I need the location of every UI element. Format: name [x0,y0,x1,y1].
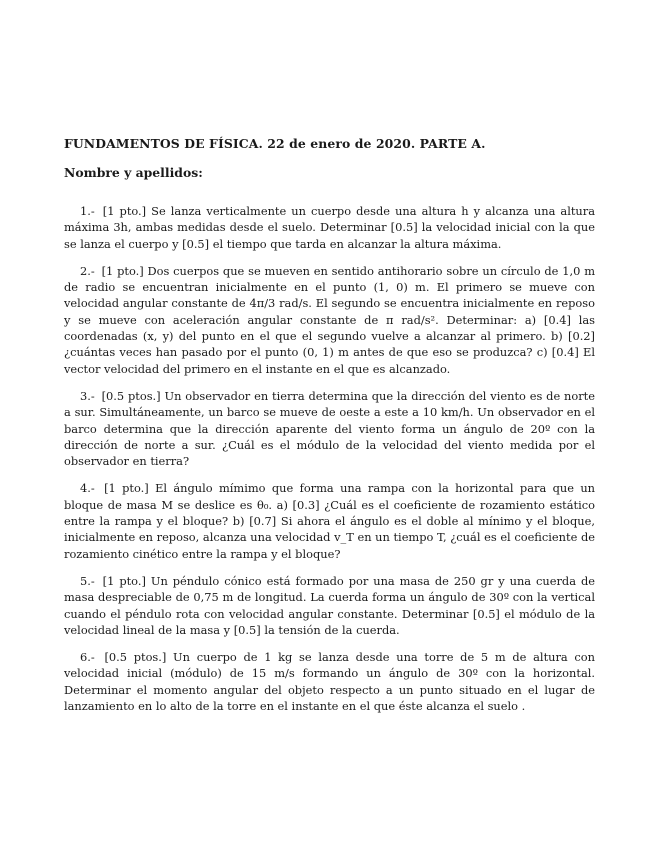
name-label: Nombre y apellidos: [64,165,203,180]
problem-number: 5.- [80,573,95,588]
problem-5 [64,573,595,638]
problem-4 [64,480,595,561]
problem-number: 2.- [80,263,95,278]
problem-text: [1 pto.] Dos cuerpos que se mueven en sentido antihorario sobre un círculo de 1,0 m de radio se encuentran inicialmente en el punto (1, 0) m. El primero se mueve con velocidad angular constante de 4π/3 rad/s. El segundo se encuentra inicialmente en reposo y se mueve con aceleración angular constante de π rad/s². Determinar: a) [0.4] las coordenadas (x, y) del punto en el que el segundo vuelve a alcanzar al primero. b) [0.2] ¿cuántas veces han pasado por el punto (0, 1) m antes de que eso se produzca? c) [0.4] El vector velocidad del primero en el instante en el que es alcanzado. [64,263,596,376]
problem-text: [1 pto.] Se lanza verticalmente un cuerpo desde una altura h y alcanza una altura máxima 3h, ambas medidas desde el suelo. Determinar [0.5] la velocidad inicial con la que se lanza el cuerpo y [0.5] el tiempo que tarda en alcanzar la altura máxima. [64,204,595,251]
problem-text: [0.5 ptos.] Un cuerpo de 1 kg se lanza desde una torre de 5 m de altura con velocidad inicial (módulo) de 15 m/s formando un ángulo de 30º con la horizontal. Determinar el momento angular del objeto respecto a un punto situado en el lugar de lanzamiento en lo alto de la torre en el instante en el que éste alcanza el suelo . [64,650,595,714]
exam-title: FUNDAMENTOS DE FÍSICA. 22 de enero de 2020. PARTE A. [64,136,486,151]
problem-number: 1.- [80,204,95,218]
problem-list [64,203,595,714]
problem-6 [64,649,595,714]
problem-text: [1 pto.] El ángulo mímimo que forma una rampa con la horizontal para que un bloque de masa M se deslice es θ₀. a) [0.3] ¿Cuál es el coeficiente de rozamiento estático entre la rampa y el bloque? b) [0.7] Si ahora el ángulo es el doble al mínimo y el bloque, inicialmente en reposo, alcanza una velocidad v_T en un tiempo T, ¿cuál es el coeficiente de rozamiento cinético entre la rampa y el bloque? [64,481,595,561]
problem-3 [64,388,595,469]
problem-number: 4.- [80,481,95,496]
problem-text: [1 pto.] Un péndulo cónico está formado por una masa de 250 gr y una cuerda de masa despreciable de 0,75 m de longitud. La cuerda forma un ángulo de 30º con la vertical cuando el péndulo rota con velocidad angular constante. Determinar [0.5] el módulo de la velocidad lineal de la masa y [0.5] la tensión de la cuerda. [64,573,595,637]
problem-number: 3.- [80,388,95,403]
problem-2 [64,263,595,377]
problem-number: 6.- [80,650,95,665]
problem-1 [64,203,595,252]
problem-text: [0.5 ptos.] Un observador en tierra determina que la dirección del viento es de norte a sur. Simultáneamente, un barco se mueve de oeste a este a 10 km/h. Un observador en el barco determina que la dirección aparente del viento forma un ángulo de 20º con la dirección de norte a sur. ¿Cuál es el módulo de la velocidad del viento medida por el observador en tierra? [64,388,595,469]
